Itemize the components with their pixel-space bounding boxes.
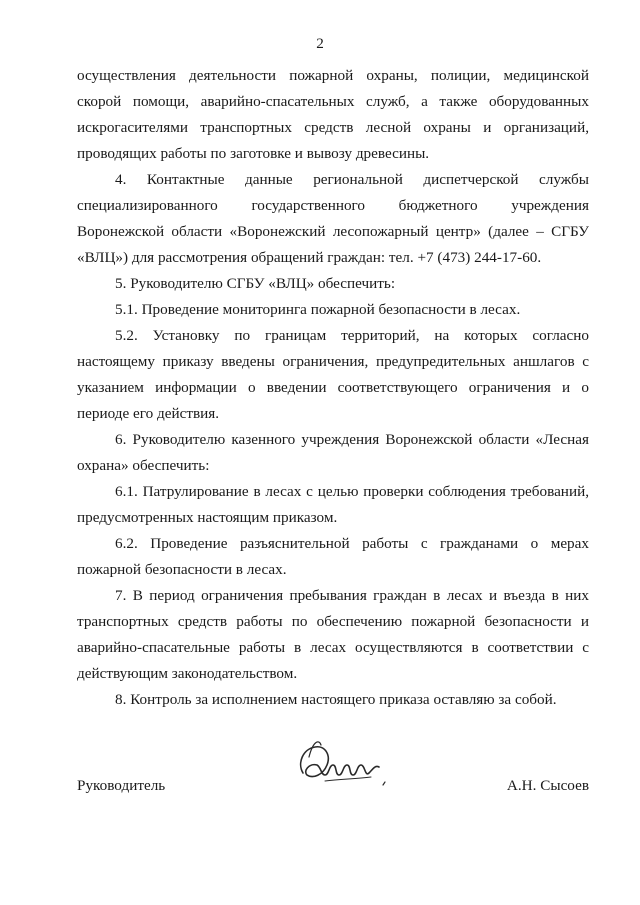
paragraph-5-1: 5.1. Проведение мониторинга пожарной безопасности в лесах. [115,301,521,318]
paragraph-6-heading: 6. Руководителю казенного учреждения Воронежской области «Лесная охрана» обеспечить: [77,431,589,474]
page-number: 2 [316,35,324,52]
paragraph-4-contact-data: 4. Контактные данные региональной диспетчерской службы специализированного государственного бюджетного учреждения Воронежской области «Воронежский лесопожарный центр» (далее – СГБУ «ВЛЦ») для рассмотрения обращений граждан: тел. +7 (473) 244-17-60. [77,171,589,266]
paragraph-5-heading: 5. Руководителю СГБУ «ВЛЦ» обеспечить: [115,275,396,292]
paragraph-continuation: осуществления деятельности пожарной охраны, полиции, медицинской скорой помощи, аварийно-спасательных служб, а также оборудованных искрогасителями транспортных средств лесной охраны и организаций, проводящих работы по заготовке и вывозу древесины. [77,67,589,162]
paragraph-6-1: 6.1. Патрулирование в лесах с целью проверки соблюдения требований, предусмотренных настоящим приказом. [77,483,589,526]
paragraph-5-2: 5.2. Установку по границам территорий, на которых согласно настоящему приказу введены ограничения, предупредительных аншлагов с указанием информации о введении соответствующего ограничения и о периоде его действия. [77,327,589,422]
signatory-title: Руководитель [77,777,166,794]
paragraph-7: 7. В период ограничения пребывания граждан в лесах и въезда в них транспортных средств работы по обеспечению пожарной безопасности и аварийно-спасательные работы в лесах осуществляются в соответствии с действующим законодательством. [77,587,589,682]
paragraph-6-2: 6.2. Проведение разъяснительной работы с гражданами о мерах пожарной безопасности в лесах. [77,535,589,578]
document-body [77,63,589,713]
paragraph-8: 8. Контроль за исполнением настоящего приказа оставляю за собой. [115,691,557,708]
signatory-name: А.Н. Сысоев [506,777,589,794]
signature-row [77,773,589,799]
